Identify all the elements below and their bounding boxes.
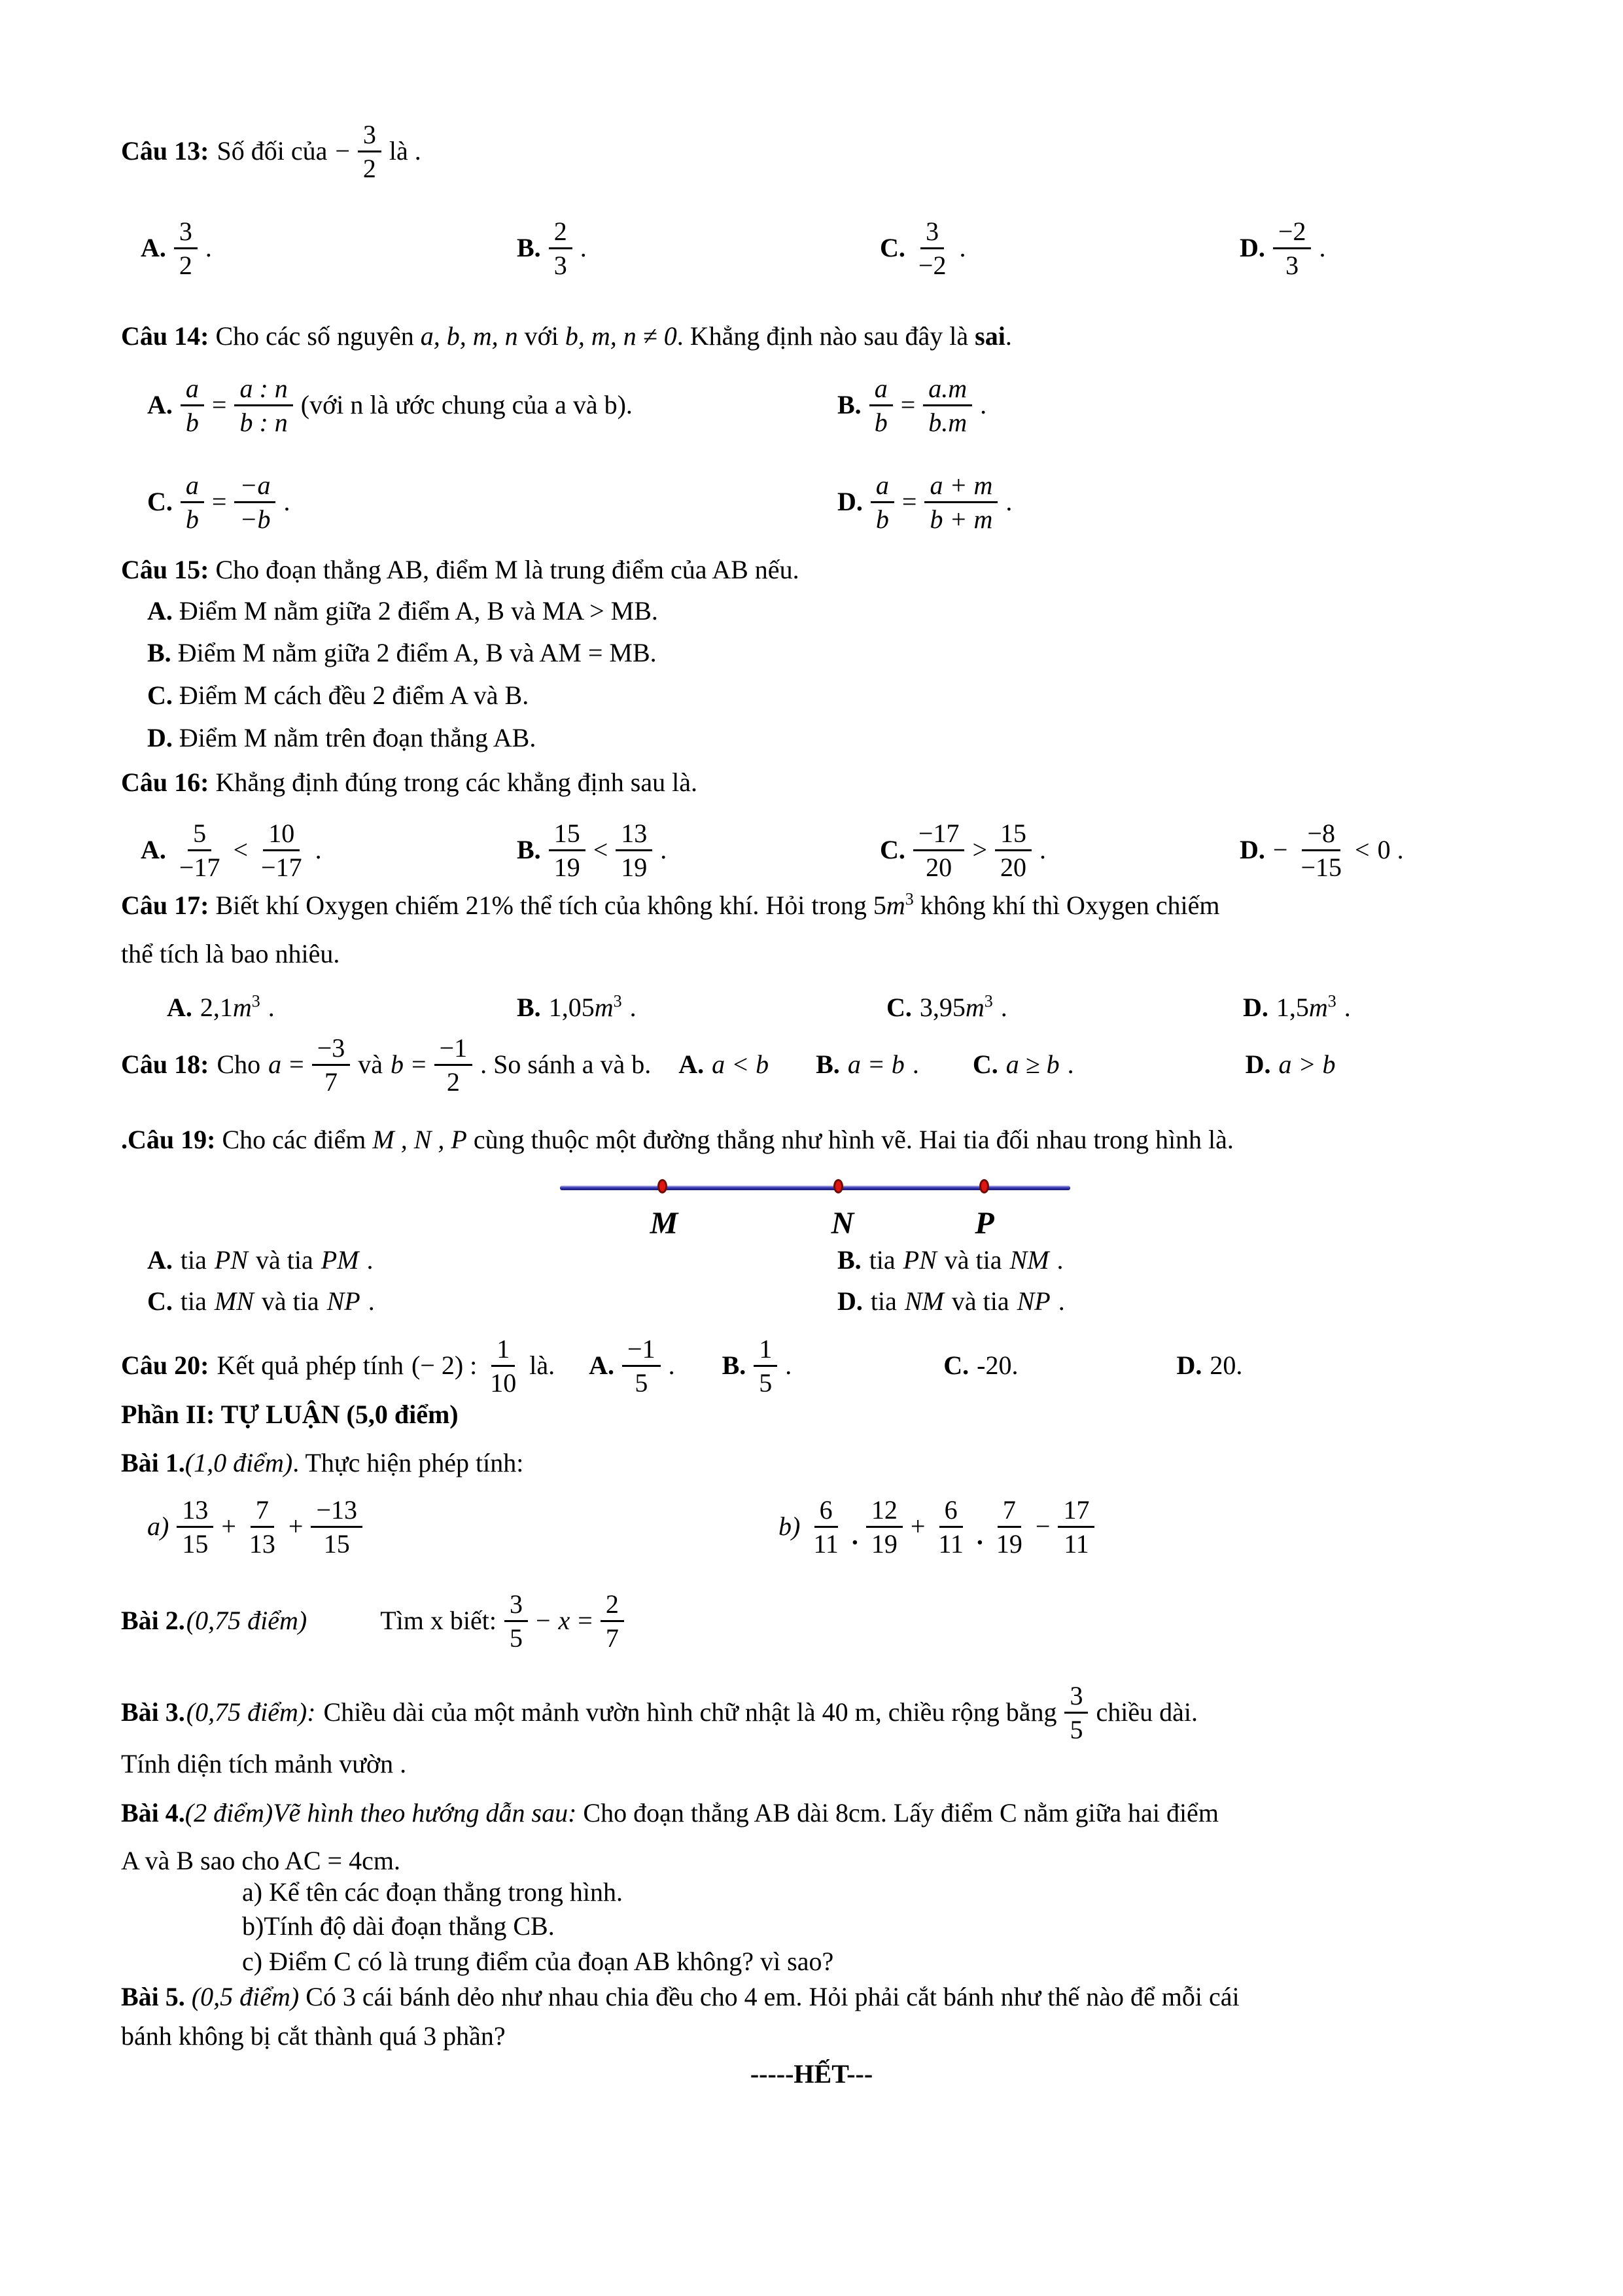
var-x: x — [558, 1606, 570, 1636]
option-label: A. — [147, 596, 173, 626]
q18-option-b: B. a = b . — [816, 1050, 919, 1080]
fraction: $\frac{-8}{-15}$ — [1300, 819, 1342, 883]
plus-sign: + — [910, 1511, 926, 1542]
volume-value: 5 — [873, 891, 886, 920]
equals-sign: = — [211, 390, 227, 420]
q13-option-b — [517, 216, 880, 279]
equals-sign: = — [901, 487, 917, 517]
bai-3-line1 — [121, 1680, 1198, 1744]
option-dot: . — [580, 233, 587, 263]
fraction: $\frac{3}{-2}$ — [918, 217, 947, 281]
question-17-text1: Biết khí Oxygen chiếm 21% thể tích của không khí. Hỏi trong — [215, 891, 867, 920]
option-label: B. — [517, 835, 541, 865]
number-line-figure — [560, 1176, 1083, 1255]
option-label: C. — [880, 835, 905, 865]
fraction: $\frac{3}{5}$ — [1064, 1680, 1088, 1744]
option-dot: . — [629, 993, 637, 1022]
expr-a-tag: a) — [147, 1511, 169, 1542]
q15-option-d — [121, 721, 536, 755]
question-14-text: Cho các số nguyên — [215, 321, 414, 351]
fraction: $\frac{-17}{20}$ — [913, 818, 965, 881]
bai-5-text2: bánh không bị cắt thành quá 3 phần? — [121, 2021, 506, 2051]
q20-option-a: A. $\frac{-1}{5}$ . — [589, 1334, 675, 1398]
question-19-after: cùng thuộc một đường thẳng như hình vẽ. Hai tia đối nhau trong hình là. — [473, 1125, 1234, 1154]
fraction: $\frac{a.m}{b.m}$ — [923, 373, 972, 436]
fraction: $\frac{6}{11}$ — [813, 1495, 839, 1559]
question-17-label: Câu 17: — [121, 891, 209, 920]
option-text: Điểm M nằm giữa 2 điểm A, B và MA > MB. — [179, 596, 658, 626]
end-marker — [0, 2058, 1623, 2089]
bai-2-text: Tìm x biết: — [380, 1606, 497, 1636]
option-dot: . — [1039, 835, 1047, 865]
option-label: C. — [147, 487, 173, 517]
question-17-options — [121, 992, 1613, 1023]
question-16-text: Khẳng định đúng trong các khẳng định sau là. — [215, 768, 697, 797]
q16-option-a — [141, 818, 517, 881]
question-20 — [121, 1333, 1242, 1397]
q15-option-c — [121, 679, 529, 713]
fraction: $\frac{12}{19}$ — [866, 1494, 903, 1558]
option-label: D. — [1240, 835, 1265, 865]
question-16 — [121, 766, 697, 800]
bai-1-text: . Thực hiện phép tính: — [292, 1448, 524, 1477]
option-value: $3,95m^3$ — [919, 991, 993, 1022]
bai-2-points: (0,75 điểm) — [186, 1606, 307, 1636]
fraction: $\frac{a}{b}$ — [869, 373, 893, 436]
option-label: B. — [837, 390, 862, 420]
option-note: (với n là ước chung của a và b). — [300, 390, 633, 420]
option-dot: . — [283, 487, 290, 517]
fraction: $\frac{5}{-17}$ — [179, 819, 220, 883]
option-label: C. — [147, 680, 173, 710]
question-15-label: Câu 15: — [121, 555, 209, 584]
option-dot: . — [1319, 233, 1326, 263]
question-13-options — [121, 216, 1587, 279]
fraction: $\frac{17}{11}$ — [1058, 1494, 1094, 1558]
bai-3-label: Bài 3. — [121, 1697, 185, 1727]
q15-option-a — [121, 594, 658, 628]
option-dot: . — [205, 233, 212, 263]
equals-sign: = — [411, 1050, 427, 1080]
sai-bold: sai — [975, 321, 1005, 351]
bai-4-text2: A và B sao cho AC = 4cm. — [121, 1846, 400, 1875]
question-13-label: Câu 13: — [121, 136, 209, 166]
minus-sign: − — [1035, 1511, 1051, 1542]
question-14 — [121, 319, 1012, 353]
bai-5-line1 — [121, 1980, 1240, 2014]
q14-option-d — [837, 470, 1594, 533]
fraction: $\frac{1}{5}$ — [754, 1333, 777, 1397]
bai-5-line2 — [121, 2019, 506, 2053]
bai-1-points: (1,0 điểm) — [184, 1448, 293, 1477]
equals-sign: = — [289, 1050, 304, 1080]
q17-option-a — [167, 992, 517, 1023]
var-a: a — [268, 1050, 282, 1080]
fraction: $\frac{10}{-17}$ — [261, 819, 302, 883]
fraction: $\frac{a : n}{b : n}$ — [234, 373, 292, 436]
question-14-mid: với — [524, 321, 559, 351]
option-label: D. — [147, 723, 173, 752]
paren-expr: (− 2) : — [411, 1351, 478, 1381]
question-19-options-ab — [121, 1245, 1594, 1275]
question-20-label: Câu 20: — [121, 1351, 209, 1381]
question-14-options-ab — [121, 373, 1594, 436]
q20-option-c: C. -20. — [943, 1351, 1019, 1381]
fraction: $\frac{-1}{5}$ — [622, 1333, 661, 1397]
option-label: D. — [837, 487, 863, 517]
fraction: $\frac{6}{11}$ — [938, 1495, 964, 1559]
q19-option-b: B. tia PN và tia NM . — [837, 1245, 1064, 1275]
option-label: A. — [141, 835, 166, 865]
exponent: 3 — [905, 889, 914, 909]
bai-4-label: Bài 4. — [121, 1798, 185, 1828]
option-dot: . — [1005, 487, 1013, 517]
multiply-dot: . — [976, 1521, 983, 1551]
option-dot: . — [1344, 993, 1351, 1022]
fraction: $\frac{a}{b}$ — [871, 470, 894, 533]
q13-option-c — [880, 216, 1240, 279]
option-dot: . — [980, 390, 987, 420]
question-19-label: .Câu 19: — [121, 1125, 216, 1154]
fraction: $\frac{1}{10}$ — [490, 1334, 517, 1398]
option-dot: . — [660, 835, 667, 865]
bai-5-text1: Có 3 cái bánh dẻo như nhau chia đều cho 4 em. Hỏi phải cắt bánh như thế nào để mỗi cái — [305, 1982, 1240, 2011]
plus-sign: + — [221, 1511, 236, 1542]
bai-5-points: (0,5 điểm) — [191, 1982, 300, 2011]
compare-sign: < — [1355, 835, 1370, 865]
question-20-la: là. — [529, 1351, 555, 1381]
option-label: D. — [1240, 233, 1265, 263]
item-c-text: c) Điểm C có là trung điểm của đoạn AB không? vì sao? — [242, 1947, 834, 1976]
end-marker-text: -----HẾT--- — [750, 2059, 873, 2089]
fraction: $\frac{13}{19}$ — [616, 818, 652, 881]
plus-sign: + — [288, 1511, 304, 1542]
bai-4-guide: Vẽ hình theo hướng dẫn sau: — [273, 1798, 577, 1828]
option-dot: . — [1000, 993, 1007, 1022]
fraction: $\frac{-3}{7}$ — [312, 1033, 351, 1096]
bai-3-text2: chiều dài. — [1096, 1697, 1198, 1727]
option-dot: . — [268, 993, 275, 1022]
option-text: Điểm M nằm giữa 2 điểm A, B và AM = MB. — [177, 638, 657, 667]
point-m-label: M — [650, 1206, 678, 1241]
q19-option-c: C. tia MN và tia NP . — [147, 1286, 375, 1316]
minus-sign: − — [535, 1606, 551, 1636]
question-18-text: Cho — [217, 1050, 261, 1080]
point-names: M , N , P — [372, 1125, 467, 1154]
option-label: A. — [167, 993, 192, 1022]
bai-3-text3: Tính diện tích mảnh vườn . — [121, 1749, 407, 1778]
fraction: $\frac{7}{13}$ — [249, 1495, 275, 1559]
bai-4-line2 — [121, 1844, 400, 1878]
question-19 — [121, 1123, 1234, 1157]
item-a-text: a) Kể tên các đoạn thẳng trong hình. — [242, 1877, 623, 1907]
question-13-tail: là . — [389, 136, 421, 166]
bai-1-label: Bài 1. — [121, 1448, 185, 1477]
fraction: $\frac{3}{5}$ — [504, 1589, 528, 1652]
option-label: C. — [886, 993, 912, 1022]
question-20-text: Kết quả phép tính — [217, 1351, 404, 1381]
fraction: $\frac{a + m}{b + m}$ — [924, 470, 998, 533]
q17-option-d — [1243, 992, 1613, 1023]
q16-option-c — [880, 818, 1240, 881]
point-p-dot — [979, 1179, 989, 1193]
point-n-dot — [833, 1179, 843, 1193]
equals-sign: = — [211, 487, 227, 517]
question-17-text3: thể tích là bao nhiêu. — [121, 939, 340, 968]
bai-4-item-c — [121, 1945, 833, 1979]
q19-option-d: D. tia NM và tia NP . — [837, 1286, 1065, 1316]
option-end: 0 . — [1377, 835, 1404, 865]
option-dot: . — [959, 233, 966, 263]
q16-option-b — [517, 818, 880, 881]
bai-3-points: (0,75 điểm): — [186, 1697, 316, 1727]
point-m-dot — [657, 1179, 667, 1193]
bai-4-points: (2 điểm) — [184, 1798, 273, 1828]
question-18-tail: . So sánh a và b. — [480, 1050, 652, 1080]
q18-option-d: D. a > b — [1245, 1050, 1336, 1080]
bai-2 — [121, 1589, 624, 1652]
question-18 — [121, 1033, 1336, 1096]
bai-3-line2 — [121, 1747, 406, 1781]
minus-sign: − — [1272, 835, 1288, 865]
fraction: $\frac{7}{19}$ — [996, 1495, 1022, 1559]
q17-option-b — [517, 992, 886, 1023]
compare-sign: < — [593, 835, 608, 865]
bai-2-label: Bài 2. — [121, 1606, 185, 1636]
option-dot: . — [315, 835, 322, 865]
bai-1-expr-b — [778, 1494, 1594, 1558]
equals-sign: = — [900, 390, 916, 420]
part2-title — [121, 1398, 459, 1432]
question-17-text2: không khí thì Oxygen chiếm — [920, 891, 1220, 920]
fraction: $\frac{15}{19}$ — [549, 818, 585, 881]
option-label: A. — [147, 390, 173, 420]
bai-1-expressions — [121, 1494, 1594, 1558]
unit-m: m — [886, 891, 905, 920]
math-cond: b, m, n ≠ 0 — [565, 321, 677, 351]
point-p-label: P — [975, 1206, 994, 1241]
bai-4-text1: Cho đoạn thẳng AB dài 8cm. Lấy điểm C nằm giữa hai điểm — [583, 1798, 1219, 1828]
option-label: B. — [517, 233, 541, 263]
fraction: $\frac{13}{15}$ — [177, 1494, 213, 1558]
line-segment — [560, 1186, 1070, 1190]
fraction: $\frac{a}{b}$ — [181, 470, 204, 533]
math-vars: a, b, m, n — [420, 321, 518, 351]
multiply-dot: . — [851, 1521, 858, 1551]
question-14-label: Câu 14: — [121, 321, 209, 351]
bai-3-text1: Chiều dài của một mảnh vườn hình chữ nhật là 40 m, chiều rộng bằng — [323, 1697, 1057, 1727]
q17-option-c — [886, 992, 1243, 1023]
q20-option-b: B. $\frac{1}{5}$ . — [722, 1334, 792, 1398]
fraction: $\frac{3}{2}$ — [174, 216, 198, 279]
question-14-after: . Khẳng định nào sau đây là — [676, 321, 969, 351]
point-n-label: N — [831, 1206, 854, 1241]
fraction: $\frac{3}{2}$ — [358, 119, 381, 183]
fraction: $\frac{-1}{2}$ — [434, 1033, 473, 1096]
option-value: $1,05m^3$ — [548, 991, 622, 1022]
q18-option-c: C. a ≥ b . — [972, 1050, 1074, 1080]
q13-option-d — [1240, 216, 1587, 279]
option-text: Điểm M nằm trên đoạn thẳng AB. — [179, 723, 536, 752]
q13-option-a — [141, 216, 517, 279]
option-label: B. — [517, 993, 541, 1022]
var-b: b — [391, 1050, 404, 1080]
q15-option-b — [121, 636, 657, 670]
option-label: D. — [1243, 993, 1268, 1022]
question-18-label: Câu 18: — [121, 1050, 209, 1080]
bai-5-label: Bài 5. — [121, 1982, 185, 2011]
q14-option-c — [147, 470, 837, 533]
question-17-line2 — [121, 937, 340, 971]
option-label: B. — [147, 638, 171, 667]
fraction: $\frac{-a}{-b}$ — [234, 470, 275, 533]
question-19-options-cd — [121, 1286, 1594, 1316]
end-dot: . — [1005, 321, 1012, 351]
question-19-text: Cho các điểm — [222, 1125, 366, 1154]
option-label: C. — [880, 233, 905, 263]
fraction: $\frac{15}{20}$ — [995, 818, 1032, 881]
item-b-text: b)Tính độ dài đoạn thẳng CB. — [242, 1911, 555, 1941]
question-15 — [121, 553, 799, 587]
question-13 — [121, 119, 421, 183]
compare-sign: > — [972, 835, 988, 865]
option-text: Điểm M cách đều 2 điểm A và B. — [179, 680, 529, 710]
fraction: $\frac{2}{3}$ — [549, 216, 572, 279]
bai-1-expr-a — [147, 1494, 778, 1558]
expr-b-tag: b) — [778, 1511, 801, 1542]
option-label: A. — [141, 233, 166, 263]
q20-option-d: D. 20. — [1176, 1351, 1243, 1381]
question-14-options-cd — [121, 470, 1594, 533]
q14-option-a — [147, 373, 837, 436]
compare-sign: < — [233, 835, 249, 865]
q18-option-a: A. a < b — [678, 1050, 769, 1080]
bai-4-item-b — [121, 1909, 555, 1943]
question-16-options — [121, 818, 1587, 881]
fraction: $\frac{a}{b}$ — [181, 373, 204, 436]
q16-option-d — [1240, 818, 1587, 881]
q14-option-b — [837, 373, 1594, 436]
part2-title-text: Phần II: TỰ LUẬN (5,0 điểm) — [121, 1400, 459, 1429]
bai-4-line1 — [121, 1796, 1219, 1830]
bai-1 — [121, 1446, 523, 1480]
bai-4-item-a — [121, 1875, 623, 1909]
option-value: $1,5m^3$ — [1276, 991, 1336, 1022]
equals-sign: = — [578, 1606, 593, 1636]
question-17-line1 — [121, 889, 1219, 923]
question-18-va: và — [358, 1050, 383, 1080]
fraction: $\frac{-2}{3}$ — [1273, 216, 1312, 279]
q19-option-a: A. tia PN và tia PM . — [147, 1245, 374, 1275]
fraction: $\frac{-13}{15}$ — [311, 1494, 362, 1558]
fraction: $\frac{2}{7}$ — [601, 1589, 624, 1652]
option-value: $2,1m^3$ — [200, 991, 260, 1022]
question-15-text: Cho đoạn thẳng AB, điểm M là trung điểm của AB nếu. — [215, 555, 799, 584]
minus-sign: − — [335, 136, 350, 166]
question-13-text: Số đối của — [217, 136, 328, 166]
question-16-label: Câu 16: — [121, 768, 209, 797]
